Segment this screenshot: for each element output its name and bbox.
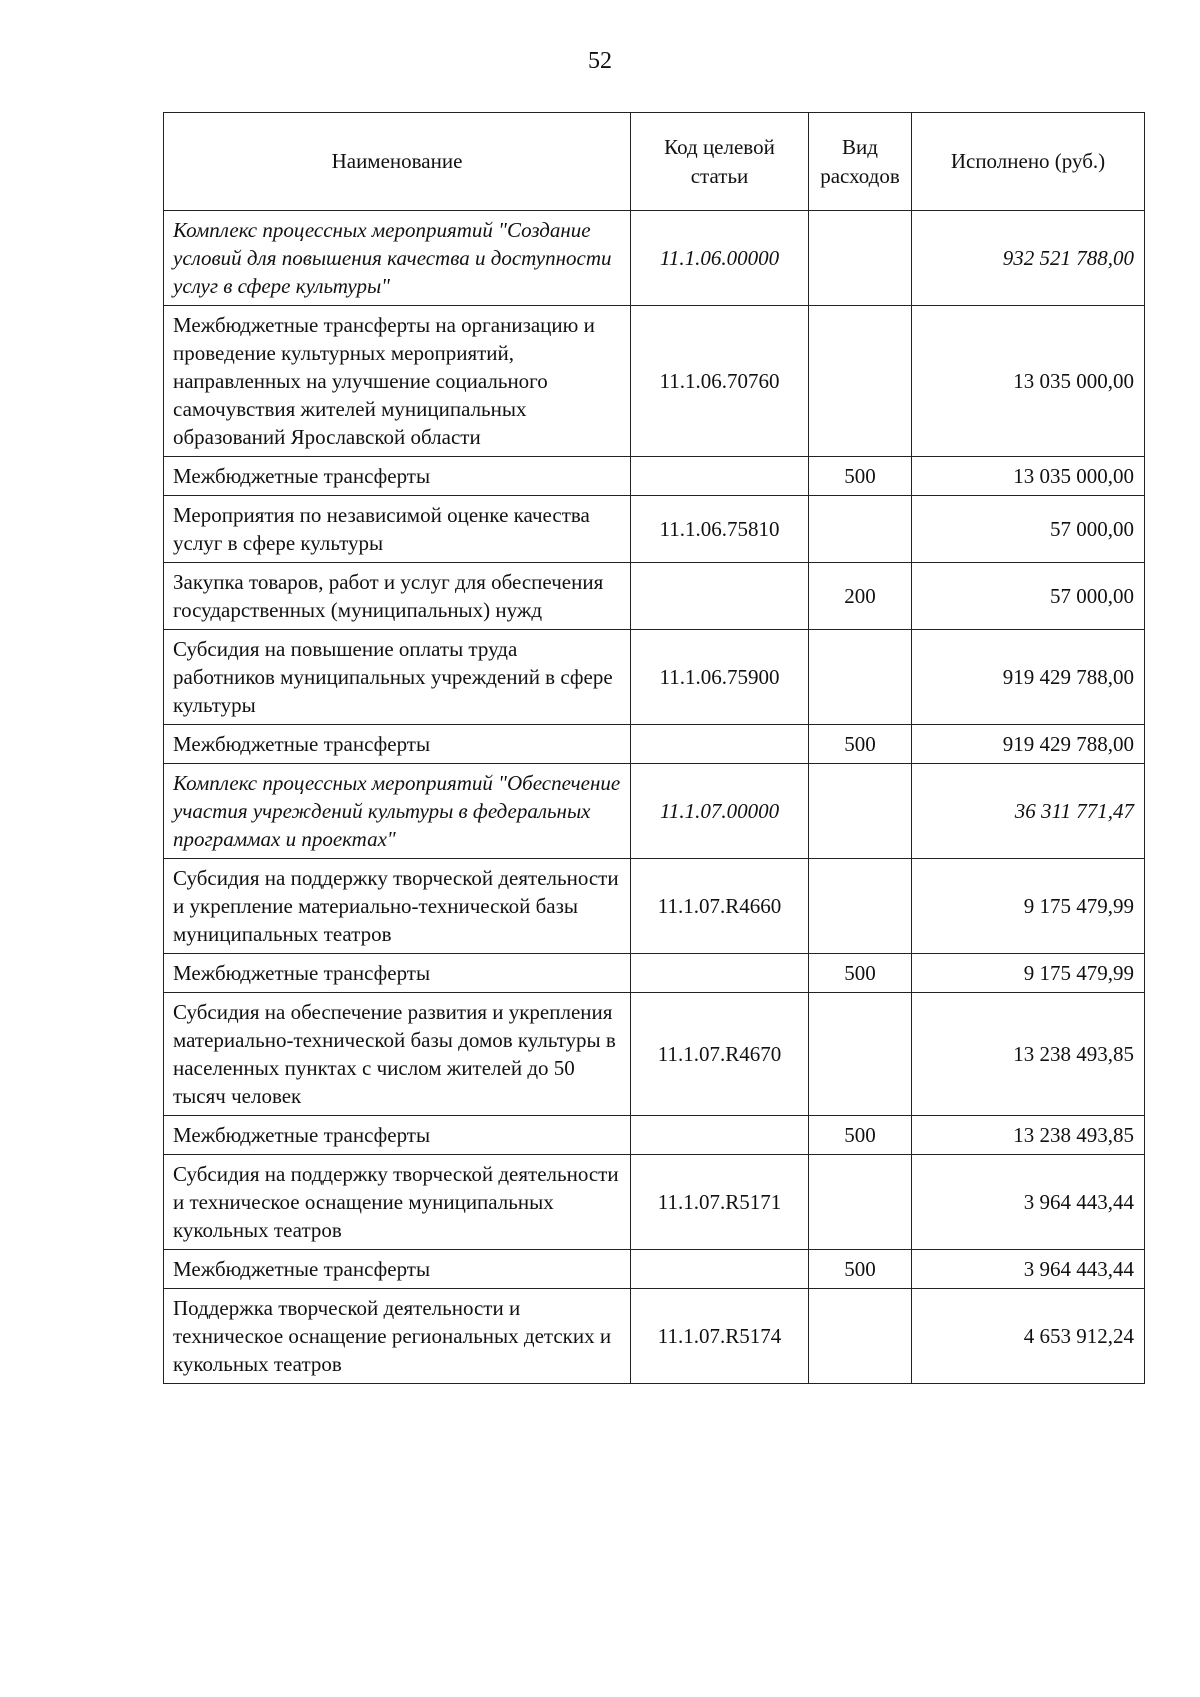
row-name: Закупка товаров, работ и услуг для обеспечения государственных (муниципальных) нужд xyxy=(164,563,631,630)
row-name: Межбюджетные трансферты на организацию и проведение культурных мероприятий, направленных на улучшение социального самочувствия жителей муниципальных образований Ярославской области xyxy=(164,306,631,457)
row-amount: 9 175 479,99 xyxy=(912,954,1145,993)
row-amount: 919 429 788,00 xyxy=(912,630,1145,725)
row-amount: 919 429 788,00 xyxy=(912,725,1145,764)
row-kind: 200 xyxy=(809,563,912,630)
row-kind xyxy=(809,859,912,954)
table-row xyxy=(164,954,1145,993)
table-row xyxy=(164,630,1145,725)
row-kind xyxy=(809,764,912,859)
table-row xyxy=(164,1250,1145,1289)
row-kind: 500 xyxy=(809,1116,912,1155)
row-kind xyxy=(809,630,912,725)
row-kind xyxy=(809,306,912,457)
row-amount: 13 238 493,85 xyxy=(912,993,1145,1116)
row-kind: 500 xyxy=(809,457,912,496)
row-amount: 3 964 443,44 xyxy=(912,1155,1145,1250)
page-number: 52 xyxy=(588,48,612,74)
row-name: Субсидия на обеспечение развития и укрепления материально-технической базы домов культуры в населенных пунктах с числом жителей до 50 тысяч человек xyxy=(164,993,631,1116)
row-amount: 932 521 788,00 xyxy=(912,211,1145,306)
row-name: Межбюджетные трансферты xyxy=(164,954,631,993)
row-name: Межбюджетные трансферты xyxy=(164,725,631,764)
row-code: 11.1.06.75900 xyxy=(631,630,809,725)
row-code: 11.1.06.70760 xyxy=(631,306,809,457)
table-header-row xyxy=(164,113,1145,211)
row-code xyxy=(631,457,809,496)
row-kind xyxy=(809,211,912,306)
row-kind: 500 xyxy=(809,725,912,764)
row-name: Комплекс процессных мероприятий "Создание условий для повышения качества и доступности услуг в сфере культуры" xyxy=(164,211,631,306)
row-name: Поддержка творческой деятельности и техническое оснащение региональных детских и кукольных театров xyxy=(164,1289,631,1384)
table-row xyxy=(164,563,1145,630)
row-code: 11.1.07.R5171 xyxy=(631,1155,809,1250)
row-name: Межбюджетные трансферты xyxy=(164,457,631,496)
header-kind: Вид расходов xyxy=(809,113,912,211)
row-name: Межбюджетные трансферты xyxy=(164,1250,631,1289)
row-kind xyxy=(809,496,912,563)
row-kind: 500 xyxy=(809,954,912,993)
row-code xyxy=(631,1250,809,1289)
table-row xyxy=(164,764,1145,859)
row-code xyxy=(631,563,809,630)
table-row xyxy=(164,457,1145,496)
table-row xyxy=(164,1116,1145,1155)
row-name: Субсидия на поддержку творческой деятельности и техническое оснащение муниципальных кукольных театров xyxy=(164,1155,631,1250)
row-amount: 36 311 771,47 xyxy=(912,764,1145,859)
row-code xyxy=(631,954,809,993)
table-row xyxy=(164,496,1145,563)
row-amount: 57 000,00 xyxy=(912,496,1145,563)
table-row xyxy=(164,993,1145,1116)
row-code xyxy=(631,1116,809,1155)
table-row xyxy=(164,1155,1145,1250)
row-name: Комплекс процессных мероприятий "Обеспечение участия учреждений культуры в федеральных программах и проектах" xyxy=(164,764,631,859)
row-code: 11.1.06.75810 xyxy=(631,496,809,563)
row-name: Межбюджетные трансферты xyxy=(164,1116,631,1155)
table-row xyxy=(164,725,1145,764)
row-kind xyxy=(809,1155,912,1250)
header-amount: Исполнено (руб.) xyxy=(912,113,1145,211)
row-amount: 57 000,00 xyxy=(912,563,1145,630)
row-name: Субсидия на поддержку творческой деятельности и укрепление материально-технической базы муниципальных театров xyxy=(164,859,631,954)
row-name: Субсидия на повышение оплаты труда работников муниципальных учреждений в сфере культуры xyxy=(164,630,631,725)
table-body xyxy=(164,211,1145,1384)
row-amount: 9 175 479,99 xyxy=(912,859,1145,954)
table-row xyxy=(164,211,1145,306)
row-amount: 13 035 000,00 xyxy=(912,457,1145,496)
row-code xyxy=(631,725,809,764)
row-amount: 13 238 493,85 xyxy=(912,1116,1145,1155)
row-code: 11.1.07.R5174 xyxy=(631,1289,809,1384)
table-row xyxy=(164,306,1145,457)
row-name: Мероприятия по независимой оценке качества услуг в сфере культуры xyxy=(164,496,631,563)
table-row xyxy=(164,1289,1145,1384)
header-code: Код целевой статьи xyxy=(631,113,809,211)
row-amount: 4 653 912,24 xyxy=(912,1289,1145,1384)
row-code: 11.1.06.00000 xyxy=(631,211,809,306)
row-amount: 13 035 000,00 xyxy=(912,306,1145,457)
table-row xyxy=(164,859,1145,954)
row-kind: 500 xyxy=(809,1250,912,1289)
row-amount: 3 964 443,44 xyxy=(912,1250,1145,1289)
row-code: 11.1.07.R4660 xyxy=(631,859,809,954)
row-code: 11.1.07.R4670 xyxy=(631,993,809,1116)
expenditure-table xyxy=(163,112,1145,1384)
row-code: 11.1.07.00000 xyxy=(631,764,809,859)
header-name: Наименование xyxy=(164,113,631,211)
row-kind xyxy=(809,993,912,1116)
row-kind xyxy=(809,1289,912,1384)
